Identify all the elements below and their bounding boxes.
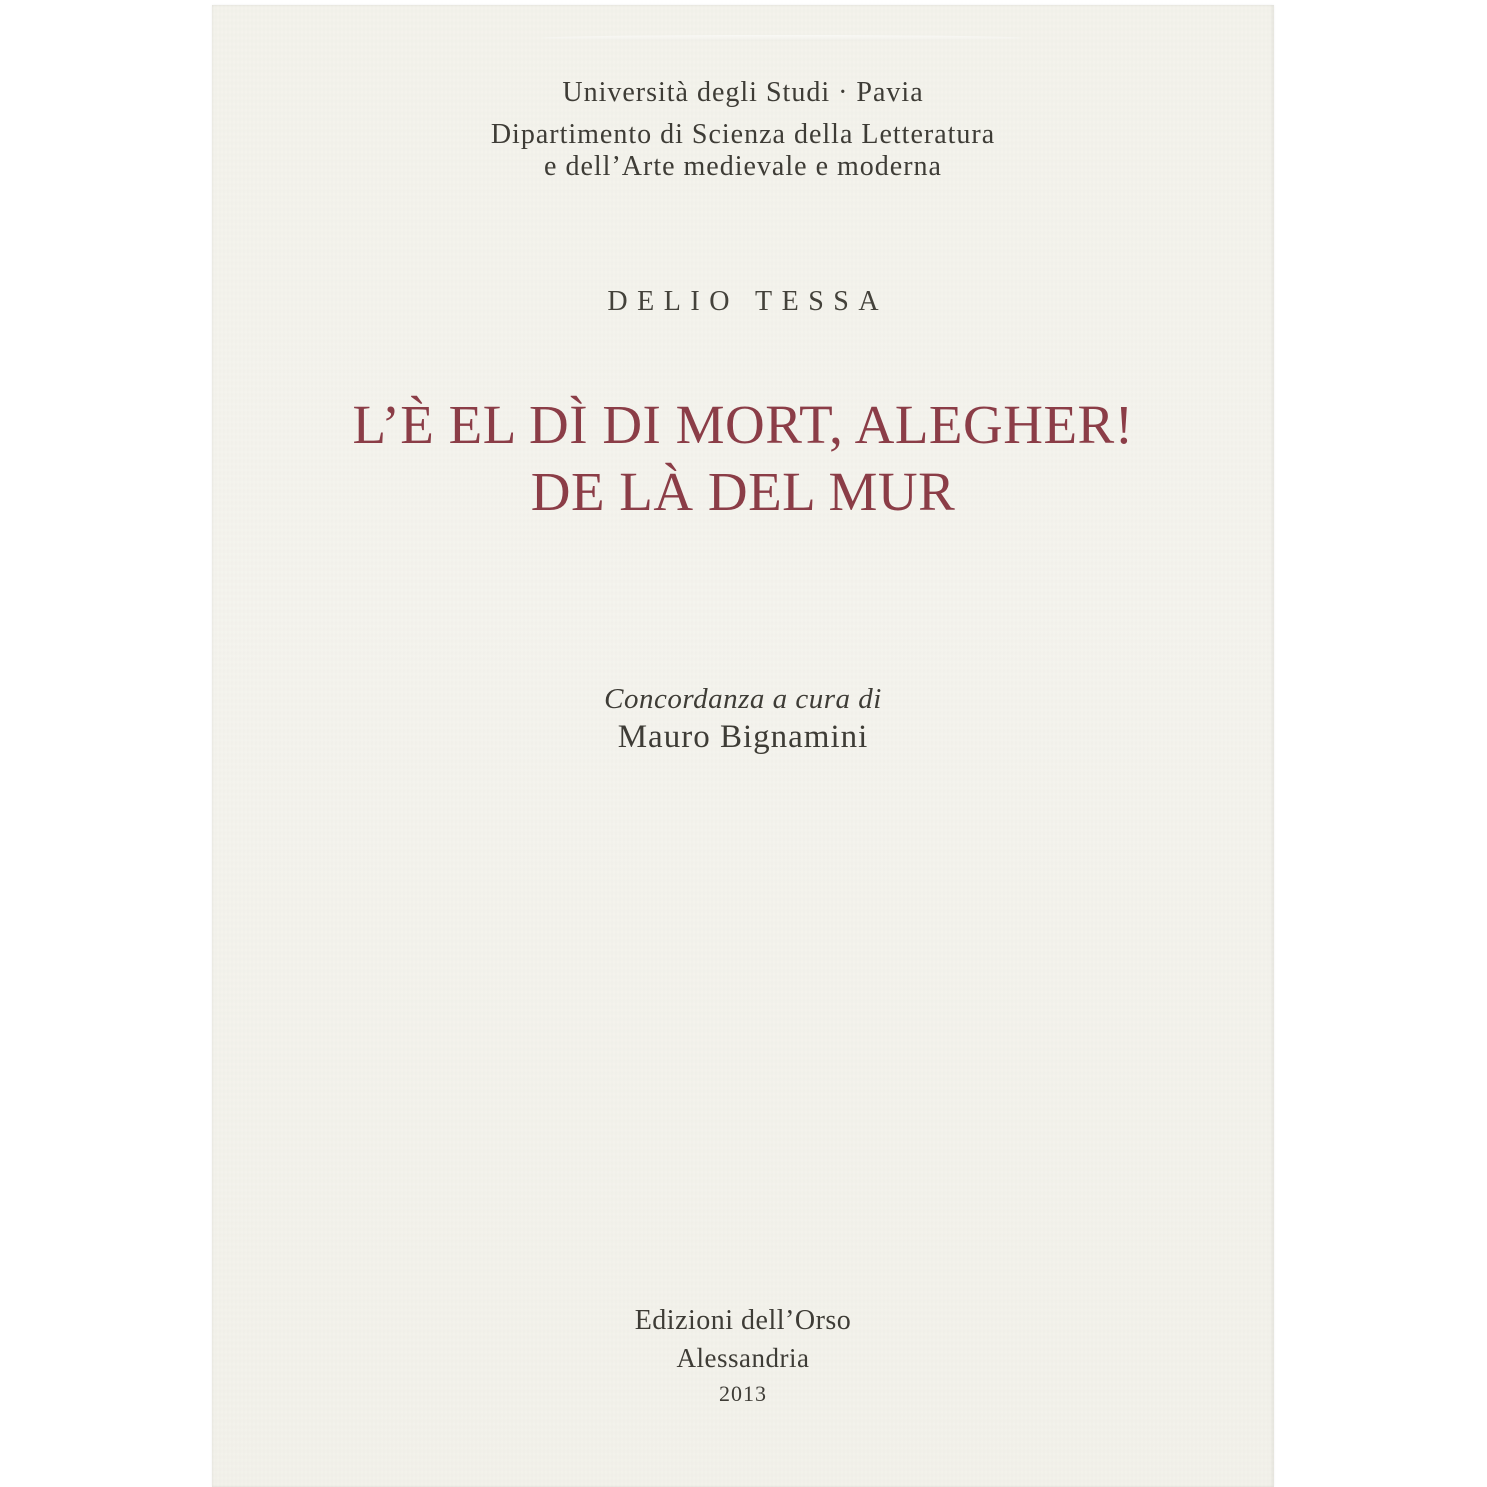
institution-department-line2: e dell’Arte medievale e moderna xyxy=(544,151,942,182)
publisher-city: Alessandria xyxy=(676,1343,810,1373)
book-cover xyxy=(212,5,1274,1487)
editor-role: Concordanza a cura di xyxy=(604,683,882,715)
publication-year: 2013 xyxy=(719,1381,767,1406)
paper-crease xyxy=(542,35,1022,41)
book-title-line2: DE LÀ DEL MUR xyxy=(530,461,956,522)
editor-name: Mauro Bignamini xyxy=(617,719,869,755)
institution-department-line1: Dipartimento di Scienza della Letteratura xyxy=(490,119,996,150)
book-title-line1: L’È EL DÌ DI MORT, ALEGHER! xyxy=(352,394,1134,455)
publisher-name: Edizioni dell’Orso xyxy=(634,1305,852,1336)
book-title xyxy=(212,391,1274,525)
institution-university: Università degli Studi · Pavia xyxy=(562,77,924,108)
author-name: DELIO TESSA xyxy=(607,286,889,317)
